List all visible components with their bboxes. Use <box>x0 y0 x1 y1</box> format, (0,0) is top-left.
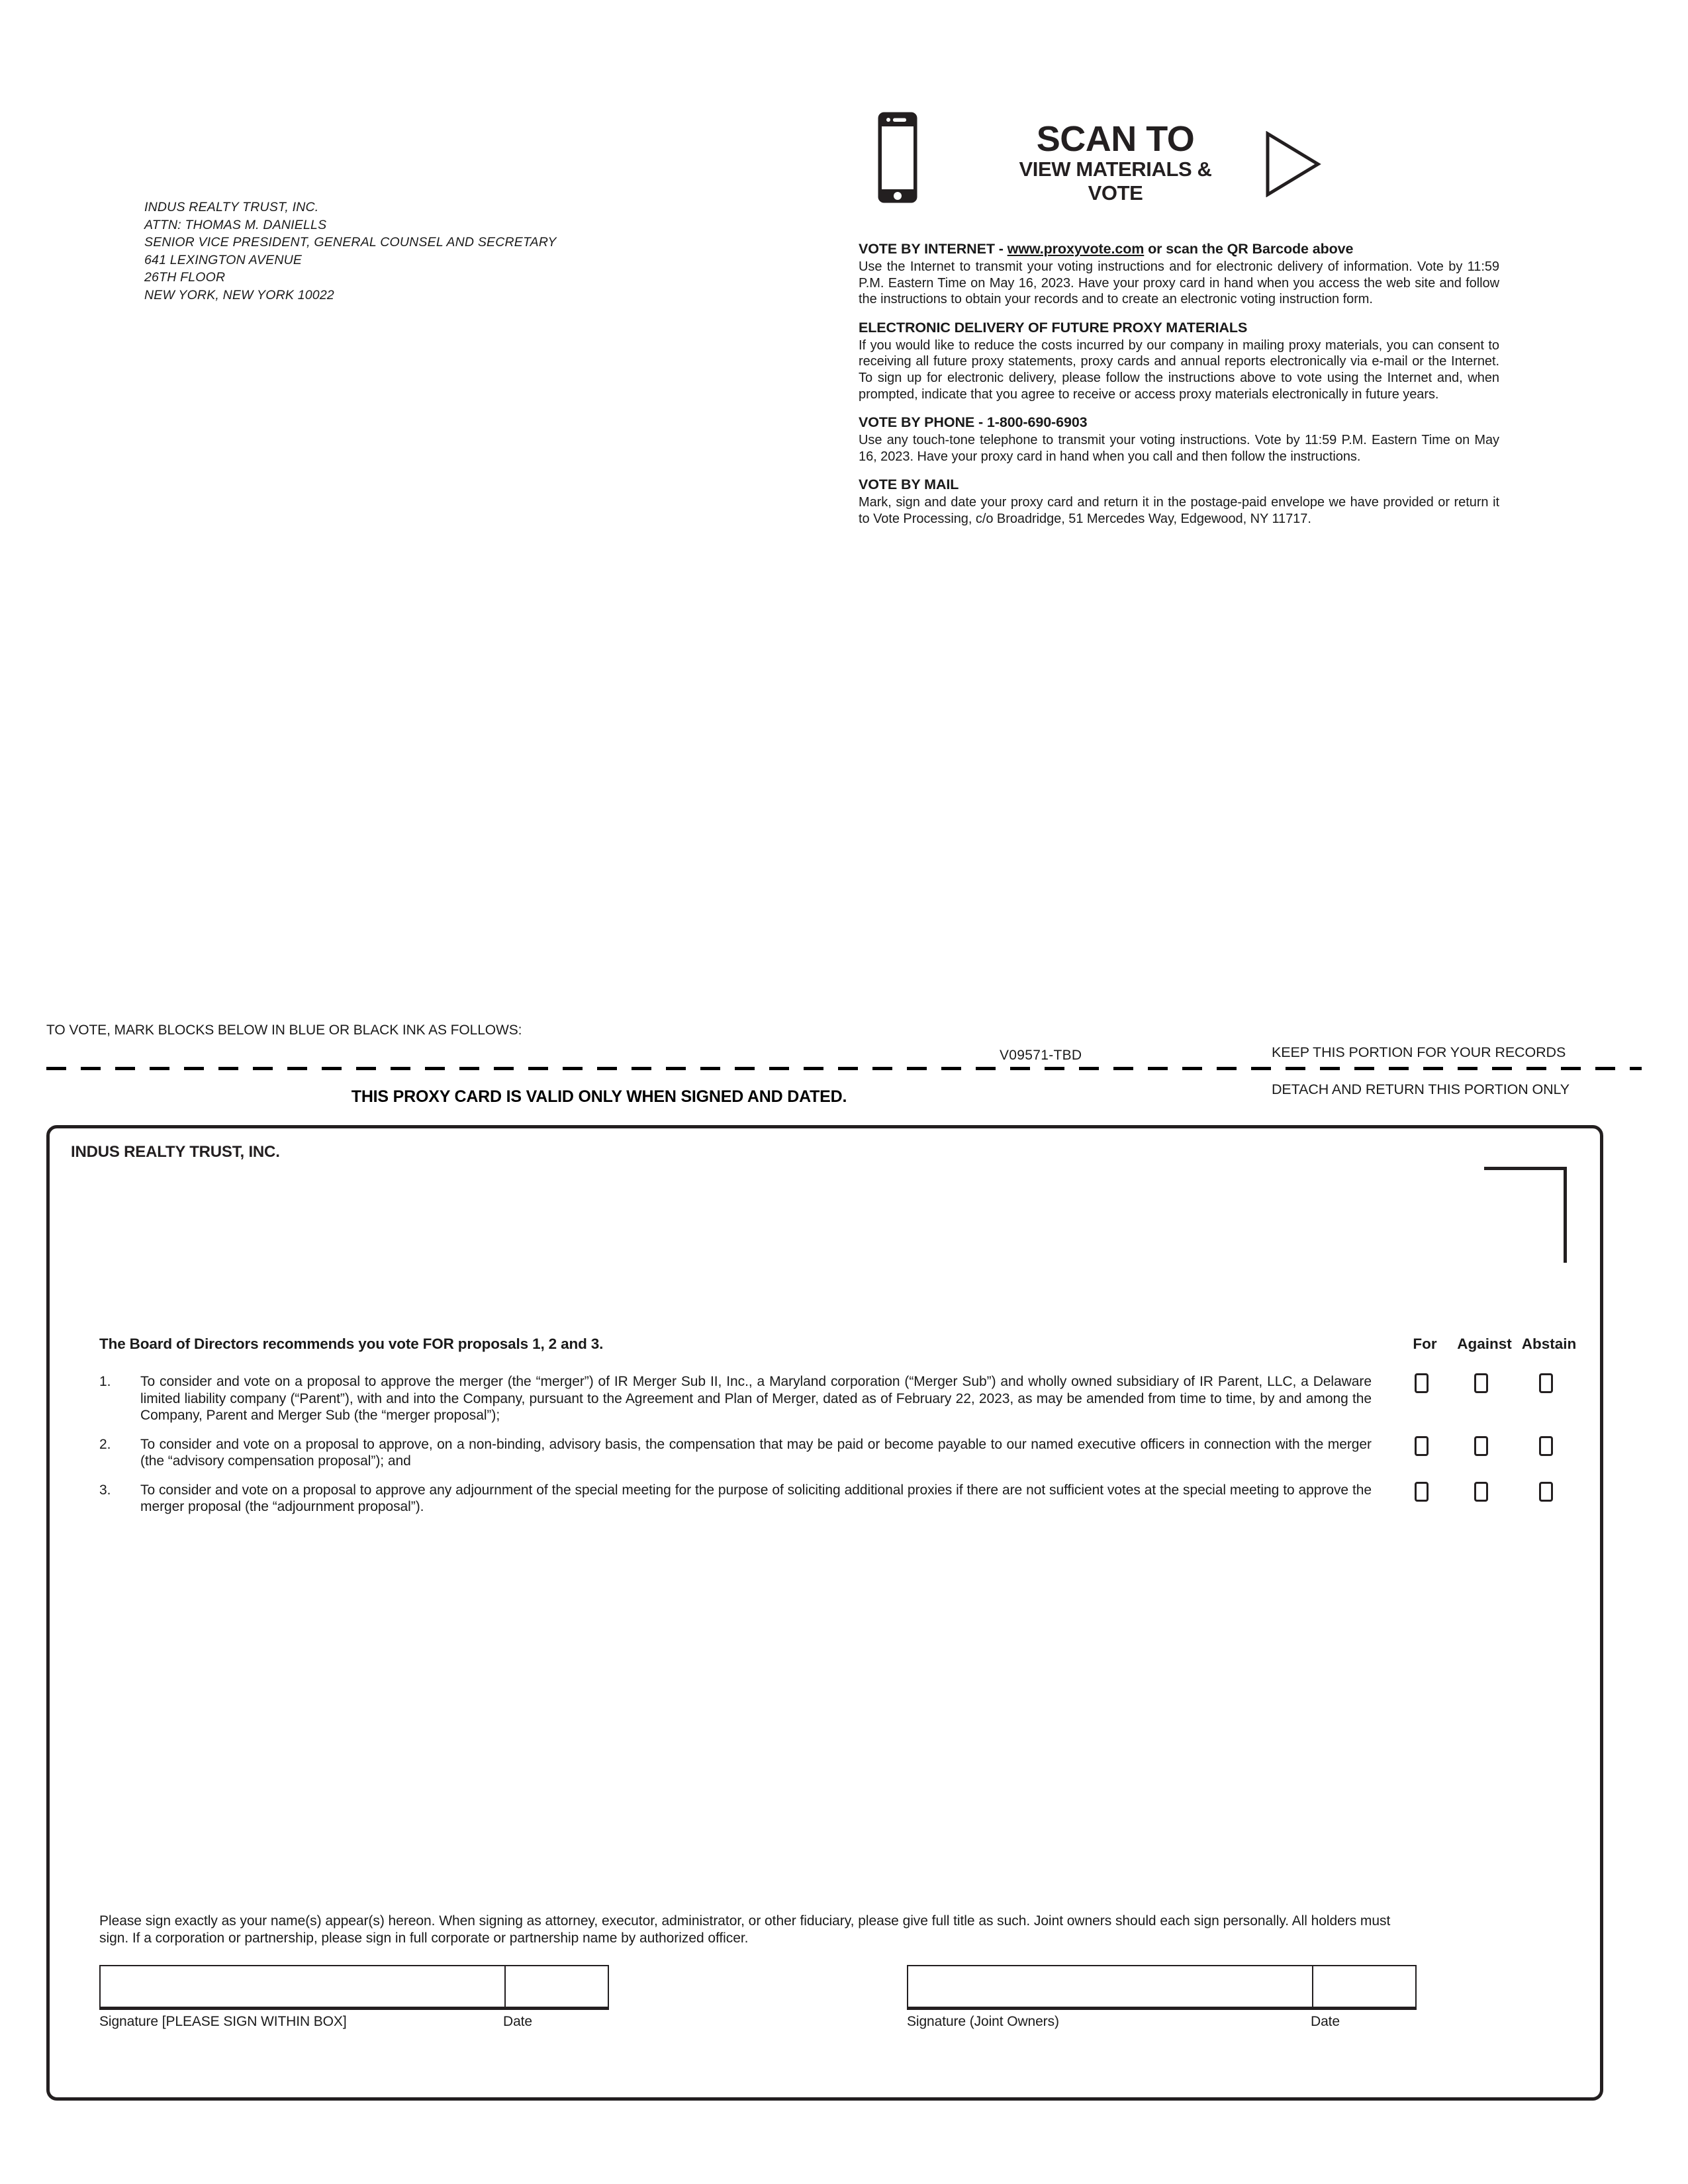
address-line: INDUS REALTY TRUST, INC. <box>144 200 319 214</box>
vote-by-phone-body: Use any touch-tone telephone to transmit your voting instructions. Vote by 11:59 P.M. Eastern Time on May 16, 2023. Have your proxy card in hand when you call and then follow the instructions. <box>859 433 1499 464</box>
vote-checkbox-abstain[interactable] <box>1539 1482 1553 1502</box>
proposal-text: To consider and vote on a proposal to approve, on a non-binding, advisory basis, the compensation that may be paid or become payable to our named executive officers in connection with the merger (the “advisory compensation proposal”); and <box>140 1436 1372 1469</box>
joint-date-field[interactable] <box>1312 1966 1415 2007</box>
proposal-number: 1. <box>99 1374 111 1389</box>
proposal-row <box>99 1436 1575 1470</box>
heading-suffix: or scan the QR Barcode above <box>1144 241 1354 257</box>
proposal-row <box>99 1482 1575 1516</box>
proposal-number: 3. <box>99 1482 111 1498</box>
primary-signature-boxes <box>99 1965 609 2010</box>
proposal-text: To consider and vote on a proposal to approve any adjournment of the special meeting for the purpose of soliciting additional proxies if there are not sufficient votes at the special meeting to approve the merger proposal (the “adjournment proposal”). <box>140 1482 1372 1514</box>
electronic-delivery-body: If you would like to reduce the costs incurred by our company in mailing proxy materials, you can consent to receiving all future proxy statements, proxy cards and annual reports electronically via e-mail or the Internet. To sign up for electronic delivery, please follow the instructions above to vote using the Internet and, when prompted, indicate that you agree to receive or access proxy materials electronically in future years. <box>859 338 1499 402</box>
joint-signature-boxes <box>907 1965 1417 2010</box>
proposal-list <box>99 1373 1575 1527</box>
primary-signature-label: Signature [PLEASE SIGN WITHIN BOX] <box>99 2014 347 2029</box>
voting-instructions <box>859 240 1499 527</box>
vote-checkbox-against[interactable] <box>1474 1482 1488 1502</box>
control-number: V09571-TBD <box>1000 1048 1082 1063</box>
proposal-vote-boxes <box>1397 1436 1575 1456</box>
address-line: ATTN: THOMAS M. DANIELLS <box>144 217 327 232</box>
electronic-delivery-heading: ELECTRONIC DELIVERY OF FUTURE PROXY MATERIALS <box>859 319 1248 336</box>
play-triangle-icon <box>1264 131 1321 197</box>
primary-date-field[interactable] <box>504 1966 604 2007</box>
primary-signature-field[interactable] <box>101 1966 504 2007</box>
vote-checkbox-against[interactable] <box>1474 1373 1488 1393</box>
board-recommendation: The Board of Directors recommends you vote FOR proposals 1, 2 and 3. <box>99 1336 604 1352</box>
proposal-vote-boxes <box>1397 1373 1575 1393</box>
address-line: NEW YORK, NEW YORK 10022 <box>144 287 334 302</box>
scan-to-title: SCAN TO <box>1036 119 1195 159</box>
vote-by-phone-heading: VOTE BY PHONE - 1-800-690-6903 <box>859 414 1088 431</box>
vote-checkbox-for[interactable] <box>1415 1436 1429 1456</box>
joint-signature-labels <box>907 2014 1417 2030</box>
column-header-abstain: Abstain <box>1521 1336 1577 1352</box>
primary-date-label: Date <box>503 2014 532 2029</box>
proposal-row <box>99 1373 1575 1424</box>
address-line: 641 LEXINGTON AVENUE <box>144 252 303 267</box>
proxy-card <box>46 1125 1603 2101</box>
scan-to-subtitle: VIEW MATERIALS & VOTE <box>1019 158 1212 205</box>
address-line: SENIOR VICE PRESIDENT, GENERAL COUNSEL AND SECRETARY <box>144 235 557 250</box>
proxyvote-link[interactable]: www.proxyvote.com <box>1007 241 1145 257</box>
detach-portion-label: DETACH AND RETURN THIS PORTION ONLY <box>1272 1081 1570 1097</box>
vote-by-internet-body: Use the Internet to transmit your voting instructions and for electronic delivery of information. Vote by 11:59 P.M. Eastern Time on May 16, 2023. Have your proxy card in hand when you access the web site and follow the instructions to obtain your records and to create an electronic voting instruction form. <box>859 259 1499 307</box>
vote-checkbox-for[interactable] <box>1415 1373 1429 1393</box>
vote-by-internet-heading <box>859 240 1499 258</box>
joint-date-label: Date <box>1311 2014 1340 2029</box>
mark-instructions: TO VOTE, MARK BLOCKS BELOW IN BLUE OR BLACK INK AS FOLLOWS: <box>46 1023 522 1038</box>
perforation-dashed-line <box>46 1067 1642 1070</box>
joint-signature-field[interactable] <box>908 1966 1312 2007</box>
vote-checkbox-against[interactable] <box>1474 1436 1488 1456</box>
registration-corner-mark <box>1484 1167 1567 1263</box>
mailing-address-block <box>144 199 557 304</box>
keep-portion-label: KEEP THIS PORTION FOR YOUR RECORDS <box>1272 1044 1566 1060</box>
vote-checkbox-for[interactable] <box>1415 1482 1429 1502</box>
signature-instructions: Please sign exactly as your name(s) appear(s) hereon. When signing as attorney, executor, administrator, or other fiduciary, please give full title as such. Joint owners should each sign personally. All holders must sign. If a corporation or partnership, please sign in full corporate or partnership name by authorized officer. <box>99 1913 1391 1946</box>
heading-prefix: VOTE BY INTERNET - <box>859 241 1008 257</box>
vote-by-mail-heading: VOTE BY MAIL <box>859 477 959 493</box>
vote-column-headers <box>1400 1336 1579 1353</box>
proxy-valid-notice: THIS PROXY CARD IS VALID ONLY WHEN SIGNED AND DATED. <box>351 1087 847 1106</box>
joint-signature-group <box>907 1965 1417 2064</box>
column-header-against: Against <box>1457 1336 1512 1352</box>
joint-signature-label: Signature (Joint Owners) <box>907 2014 1059 2029</box>
vote-checkbox-abstain[interactable] <box>1539 1373 1553 1393</box>
primary-signature-labels <box>99 2014 609 2030</box>
proposal-vote-boxes <box>1397 1482 1575 1502</box>
scan-banner-text <box>1000 119 1231 205</box>
address-line: 26TH FLOOR <box>144 270 226 285</box>
proposal-text: To consider and vote on a proposal to approve the merger (the “merger”) of IR Merger Sub II, Inc., a Maryland corporation (“Merger Sub”) and wholly owned subsidiary of IR Parent, LLC, a Delaware limited liability company (“Parent”), with and into the Company, pursuant to the Agreement and Plan of Merger, dated as of February 22, 2023, as may be amended from time to time, by and among the Company, Parent and Merger Sub (the “merger proposal”); <box>140 1374 1372 1423</box>
column-header-for: For <box>1413 1336 1437 1352</box>
vote-checkbox-abstain[interactable] <box>1539 1436 1553 1456</box>
primary-signature-group <box>99 1965 609 2064</box>
card-company-name: INDUS REALTY TRUST, INC. <box>71 1143 280 1161</box>
smartphone-icon <box>877 111 918 204</box>
scan-to-vote-banner <box>877 111 1340 204</box>
proposal-number: 2. <box>99 1436 111 1452</box>
vote-by-mail-body: Mark, sign and date your proxy card and return it in the postage-paid envelope we have provided or return it to Vote Processing, c/o Broadridge, 51 Mercedes Way, Edgewood, NY 11717. <box>859 495 1499 526</box>
